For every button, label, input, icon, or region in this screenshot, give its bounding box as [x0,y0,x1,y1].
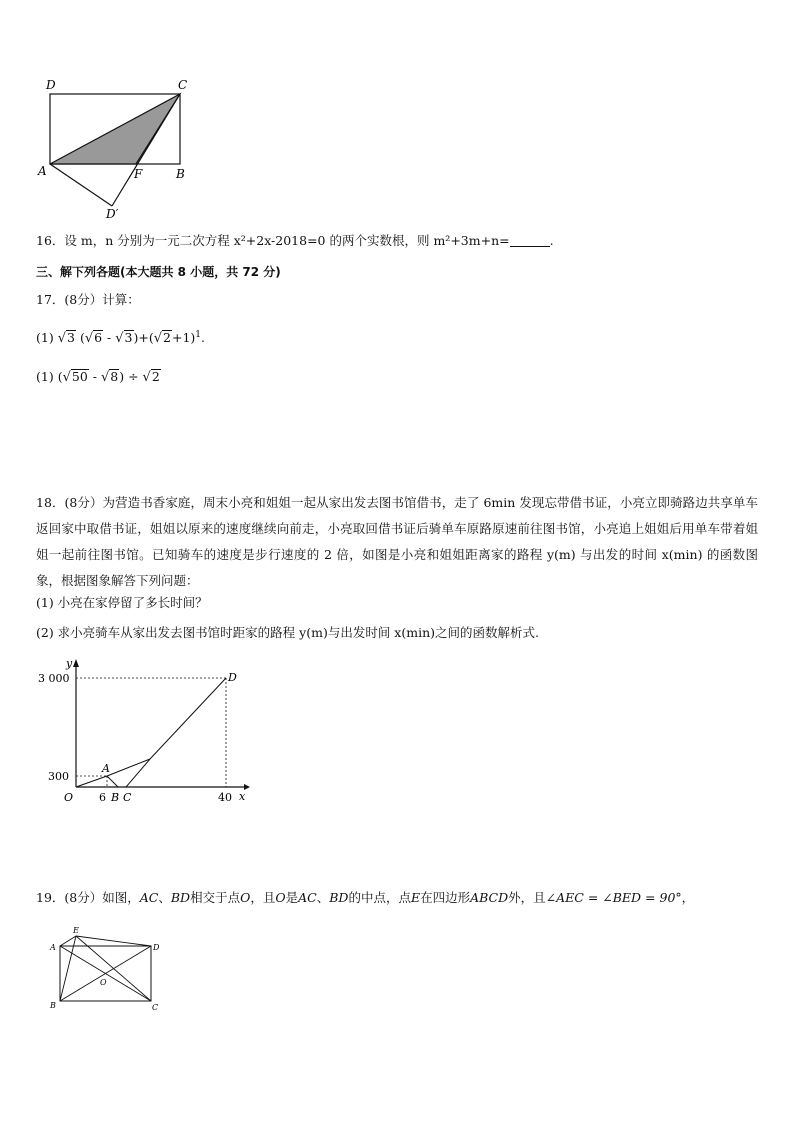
q19-t12: 在四边形 [420,890,471,905]
q19-sep2: 、 [316,890,330,905]
quadrilateral-figure [44,922,169,1014]
segment-c-meet [126,759,150,787]
segment-a-dprime [50,164,112,206]
segment-sister-walk [107,759,150,776]
label-b-2: B [50,1001,56,1010]
q19-o: O [240,890,251,905]
q17-part2-label: (1) [36,369,54,384]
q17-part-1: (1) √3 $(√6 - √3)+(√2+1)^1$. [36,330,206,347]
segment-o-a [76,776,107,787]
x-tick-b: B [111,791,120,804]
q19-end: ， [681,890,695,905]
q19-abcd: ABCD [470,890,509,905]
label-a-2: A [50,943,56,952]
question-19 [36,889,694,907]
section-3-title: 三、解下列各题(本大题共 8 小题，共 72 分) [36,265,281,279]
segment-ed [76,936,151,946]
q17-part1-label: (1) [36,330,54,346]
q19-angle-eq: ∠AEC = ∠BED = 90° [545,890,682,905]
q19-t14: 外，且 [508,890,546,905]
q19-t3: 相交于点 [190,890,241,905]
label-e: E [73,926,79,935]
label-a: A [38,164,47,178]
shaded-triangle [50,94,180,164]
question-16 [36,232,554,250]
q19-ac: AC [139,890,159,905]
point-a-label: A [102,762,110,775]
q19-o2: O [275,890,286,905]
q16-end: . [549,233,554,248]
rectangle-fold-figure [30,72,200,222]
q19-bd2: BD [329,890,349,905]
x-tick-40: 40 [218,791,232,804]
question-17-heading: 17．(8分）计算： [36,292,140,307]
q19-sep1: 、 [158,890,171,905]
point-d-label: D [228,671,237,684]
q19-bd: BD [170,890,191,905]
q18-sub-2: (2) 求小亮骑车从家出发去图书馆时距家的路程 y(m)与出发时间 x(min)之间的函数解析式. [36,625,539,640]
q19-ac2: AC [298,890,317,905]
label-b: B [176,167,185,181]
y-axis-label: y [66,657,73,670]
y-axis-arrow [73,659,79,667]
y-tick-3000: 3 000 [38,672,70,685]
q17-part1-exponent: 1 [195,330,202,340]
label-d-prime: D′ [106,207,119,221]
q19-e: E [410,890,421,905]
y-tick-300: 300 [48,770,69,783]
label-o: O [100,978,107,987]
label-d: D [46,78,56,92]
distance-time-graph [36,655,261,810]
label-f: F [134,167,143,181]
q19-t5: ，且 [250,890,276,905]
x-tick-c: C [123,791,132,804]
q17-part-2: (1) (√50 - √8) ÷ √2 [36,369,160,385]
question-18-paragraph: 18．(8分）为营造书香家庭，周末小亮和姐姐一起从家出发去图书馆借书，走了 6min 发现忘带借书证，小亮立即骑路边共享单车返回家中取借书证，姐姐以原来的速度继续向前走，小亮取回借书证后骑单车原路原速前往图书馆，小亮追上姐姐后用单车带着姐姐一起前往图书馆。已知骑车的速度是步行速度的 2 倍，如图是小亮和姐姐距离家的路程 y(m) 与出发的时间 x(min) 的函数图象，根据图象解答下列问题： [36,495,758,588]
answer-blank[interactable] [510,234,550,247]
x-axis-label: x [239,790,246,803]
q16-text: 16．设 m，n 分别为一元二次方程 x²+2x-2018=0 的两个实数根，则 m²+3m+n= [36,233,510,248]
q18-sub-1: (1) 小亮在家停留了多长时间？ [36,595,208,610]
origin-label: O [64,791,74,804]
q19-t10: 的中点，点 [348,890,411,905]
q19-t7: 是 [285,890,299,905]
label-c-2: C [152,1003,159,1012]
label-c: C [178,78,188,92]
segment-meet-d [150,678,226,759]
x-tick-6: 6 [99,791,106,804]
q19-prefix: 19．(8分）如图， [36,890,140,905]
segment-a-b [107,776,118,787]
label-d-2: D [153,943,160,952]
